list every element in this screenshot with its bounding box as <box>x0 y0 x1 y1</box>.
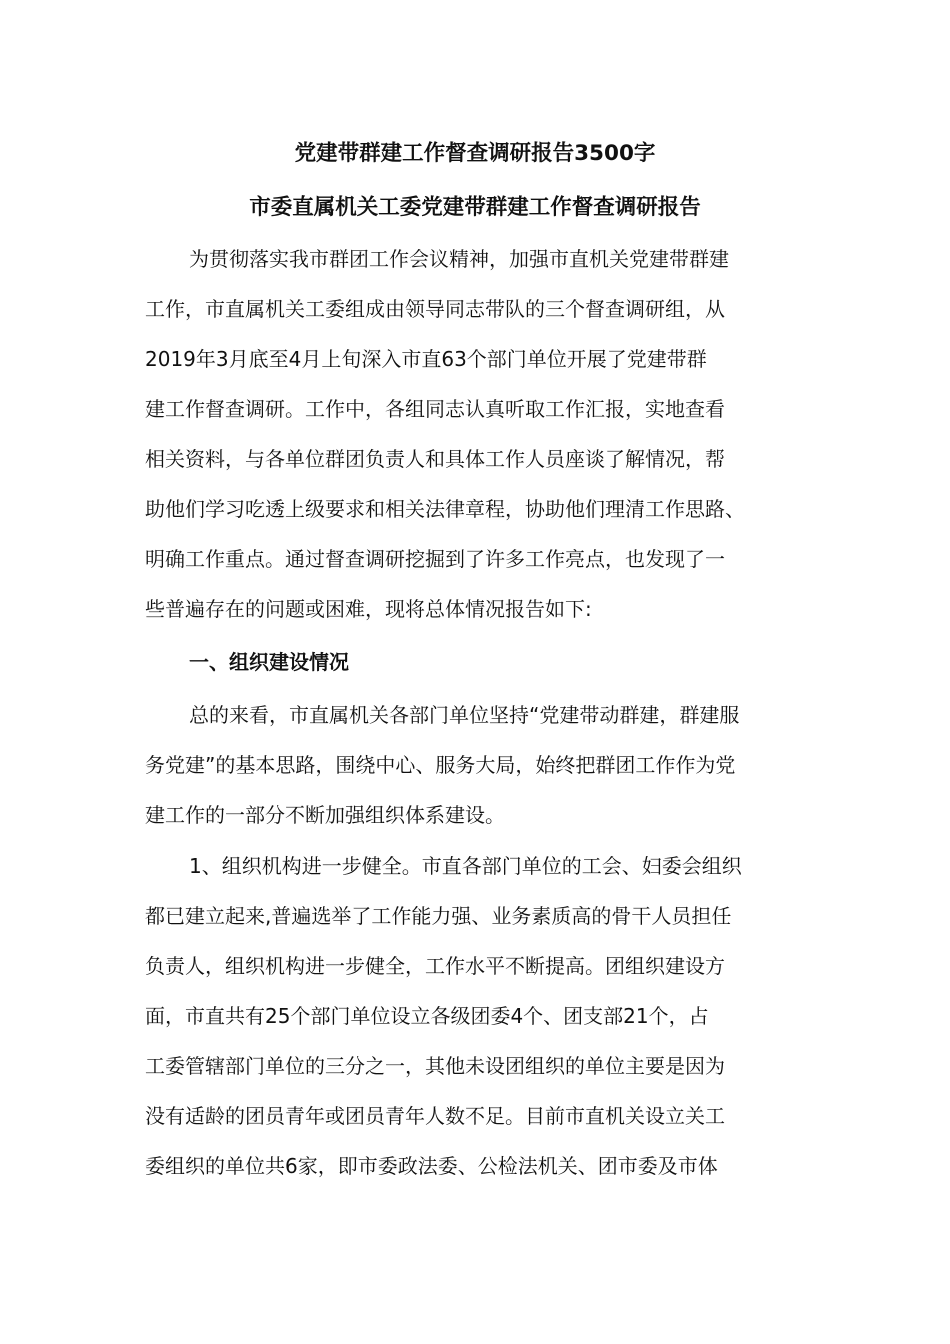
intro-line: 建工作督查调研。工作中，各组同志认真听取工作汇报，实地查看 <box>145 397 725 421</box>
point-line: 面，市直共有25个部门单位设立各级团委4个、团支部21个，占 <box>145 1004 709 1028</box>
intro-line: 为贯彻落实我市群团工作会议精神，加强市直机关党建带群建 <box>189 247 729 271</box>
point-line: 负责人，组织机构进一步健全，工作水平不断提高。团组织建设方 <box>145 954 725 978</box>
point-line: 1、组织机构进一步健全。市直各部门单位的工会、妇委会组织 <box>189 854 742 878</box>
intro-line: 明确工作重点。通过督查调研挖掘到了许多工作亮点，也发现了一 <box>145 547 725 571</box>
intro-line: 2019年3月底至4月上旬深入市直63个部门单位开展了党建带群 <box>145 347 707 371</box>
section-1-heading: 一、组织建设情况 <box>189 650 349 674</box>
summary-line: 总的来看，市直属机关各部门单位坚持“党建带动群建，群建服 <box>189 703 740 727</box>
document-title: 党建带群建工作督查调研报告3500字 <box>294 141 656 166</box>
intro-line: 助他们学习吃透上级要求和相关法律章程，协助他们理清工作思路、 <box>145 497 745 521</box>
section-heading <box>145 637 810 687</box>
point-line: 委组织的单位共6家，即市委政法委、公检法机关、团市委及市体 <box>145 1154 718 1178</box>
point-1-paragraph <box>145 841 810 1191</box>
intro-line: 工作，市直属机关工委组成由领导同志带队的三个督查调研组，从 <box>145 297 725 321</box>
intro-line: 相关资料，与各单位群团负责人和具体工作人员座谈了解情况，帮 <box>145 447 725 471</box>
intro-line: 些普遍存在的问题或困难，现将总体情况报告如下: <box>145 597 592 621</box>
intro-paragraph <box>145 234 810 634</box>
point-line: 没有适龄的团员青年或团员青年人数不足。目前市直机关设立关工 <box>145 1104 725 1128</box>
summary-line: 建工作的一部分不断加强组织体系建设。 <box>145 803 505 827</box>
point-line: 都已建立起来,普遍选举了工作能力强、业务素质高的骨干人员担任 <box>145 904 732 928</box>
summary-paragraph <box>145 690 810 840</box>
point-line: 工委管辖部门单位的三分之一，其他未设团组织的单位主要是因为 <box>145 1054 725 1078</box>
document-subtitle: 市委直属机关工委党建带群建工作督查调研报告 <box>249 195 701 220</box>
summary-line: 务党建”的基本思路，围绕中心、服务大局，始终把群团工作作为党 <box>145 753 736 777</box>
